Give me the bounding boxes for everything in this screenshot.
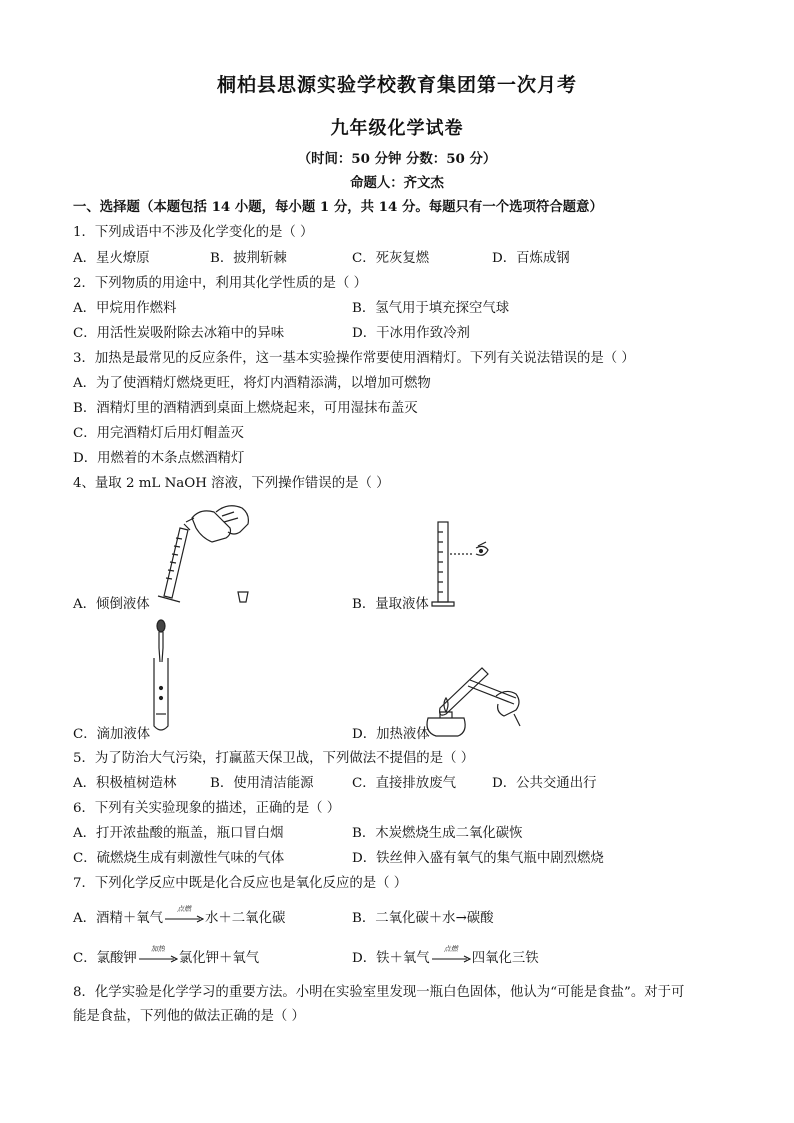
q4-option-d: D．加热液体 [352,727,430,742]
q5-option-a: A．积极植树造林 [73,776,177,791]
q6-stem: 6．下列有关实验现象的描述，正确的是（ ） [73,801,341,816]
q7-c-reactants: C．氯酸钾 [73,951,137,966]
q1-option-a: A．星火燎原 [73,251,150,266]
q3-stem: 3．加热是最常见的反应条件，这一基本实验操作常要使用酒精灯。下列有关说法错误的是（ ） [73,351,635,366]
q2-stem: 2．下列物质的用途中，利用其化学性质的是（ ） [73,276,367,291]
reaction-arrow-icon [138,944,178,966]
q6-option-c: C．硫燃烧生成有刺激性气味的气体 [73,851,285,866]
q1-option-b: B．披荆斩棘 [210,251,287,266]
school-title: 桐柏县思源实验学校教育集团第一次月考 [216,74,577,96]
q5-stem: 5．为了防治大气污染，打赢蓝天保卫战，下列做法不提倡的是（ ） [73,751,475,766]
q6-option-a: A．打开浓盐酸的瓶盖，瓶口冒白烟 [73,826,284,841]
q5-option-d: D．公共交通出行 [492,776,597,791]
pouring-liquid-figure [150,498,260,610]
q2-option-b: B．氢气用于填充探空气球 [352,301,510,316]
q1-option-d: D．百炼成钢 [492,251,570,266]
q7-option-d [352,944,539,966]
q7-d-products: 四氧化三铁 [471,951,539,966]
q7-d-reactants: D．铁＋氧气 [352,951,430,966]
q1-stem: 1．下列成语中不涉及化学变化的是（ ） [73,225,314,240]
q5-option-b: B．使用清洁能源 [210,776,314,791]
q3-option-c: C．用完酒精灯后用灯帽盖灭 [73,426,244,441]
q7-a-condition: 点燃 [177,904,192,913]
q5-option-c: C．直接排放废气 [352,776,456,791]
q2-option-a: A．甲烷用作燃料 [73,301,177,316]
q8-stem-line2: 能是食盐，下列他的做法正确的是（ ） [73,1009,305,1024]
q7-option-a [73,904,286,926]
q6-option-b: B．木炭燃烧生成二氧化碳恢 [352,826,523,841]
q6-option-d: D．铁丝伸入盛有氧气的集气瓶中剧烈燃烧 [352,851,604,866]
q4-stem: 4、量取 2 mL NaOH 溶液，下列操作错误的是（ ） [73,476,390,491]
q7-c-products: 氯化钾＋氧气 [178,951,260,966]
q4-option-b: B．量取液体 [352,597,429,612]
q7-a-products: 水＋二氧化碳 [205,911,286,926]
exam-meta: （时间：50 分钟 分数：50 分） [297,151,497,167]
q7-stem: 7．下列化学反应中既是化合反应也是氧化反应的是（ ） [73,876,408,891]
q4-option-c: C．滴加液体 [73,727,151,742]
reaction-arrow-icon [431,944,471,966]
measuring-cylinder-figure [430,518,500,613]
q8-stem-line1: 8．化学实验是化学学习的重要方法。小明在实验室里发现一瓶白色固体，他认为“可能是食盐”。对于可 [73,985,685,1000]
exam-title: 九年级化学试卷 [330,118,464,139]
q7-d-condition: 点燃 [443,944,458,953]
q7-option-c [73,944,260,966]
q7-option-b: B．二氧化碳＋水→碳酸 [352,911,494,926]
q2-option-c: C．用活性炭吸附除去冰箱中的异味 [73,326,285,341]
reaction-arrow-icon [164,904,204,926]
q1-option-c: C．死灰复燃 [352,251,430,266]
heating-liquid-figure [418,660,530,740]
dropping-liquid-figure [148,618,178,736]
q2-option-d: D．干冰用作致冷剂 [352,326,470,341]
q3-option-b: B．酒精灯里的酒精洒到桌面上燃烧起来，可用湿抹布盖灭 [73,401,418,416]
q7-a-reactants: A．酒精＋氧气 [73,911,164,926]
q7-c-condition: 加热 [150,944,165,953]
section1-heading: 一、选择题（本题包括 14 小题，每小题 1 分，共 14 分。每题只有一个选项符合题意） [73,199,603,215]
exam-author: 命题人：齐文杰 [350,175,444,191]
q3-option-d: D．用燃着的木条点燃酒精灯 [73,451,245,466]
q4-option-a: A．倾倒液体 [73,597,150,612]
q3-option-a: A．为了使酒精灯燃烧更旺，将灯内酒精添满，以增加可燃物 [73,376,431,391]
